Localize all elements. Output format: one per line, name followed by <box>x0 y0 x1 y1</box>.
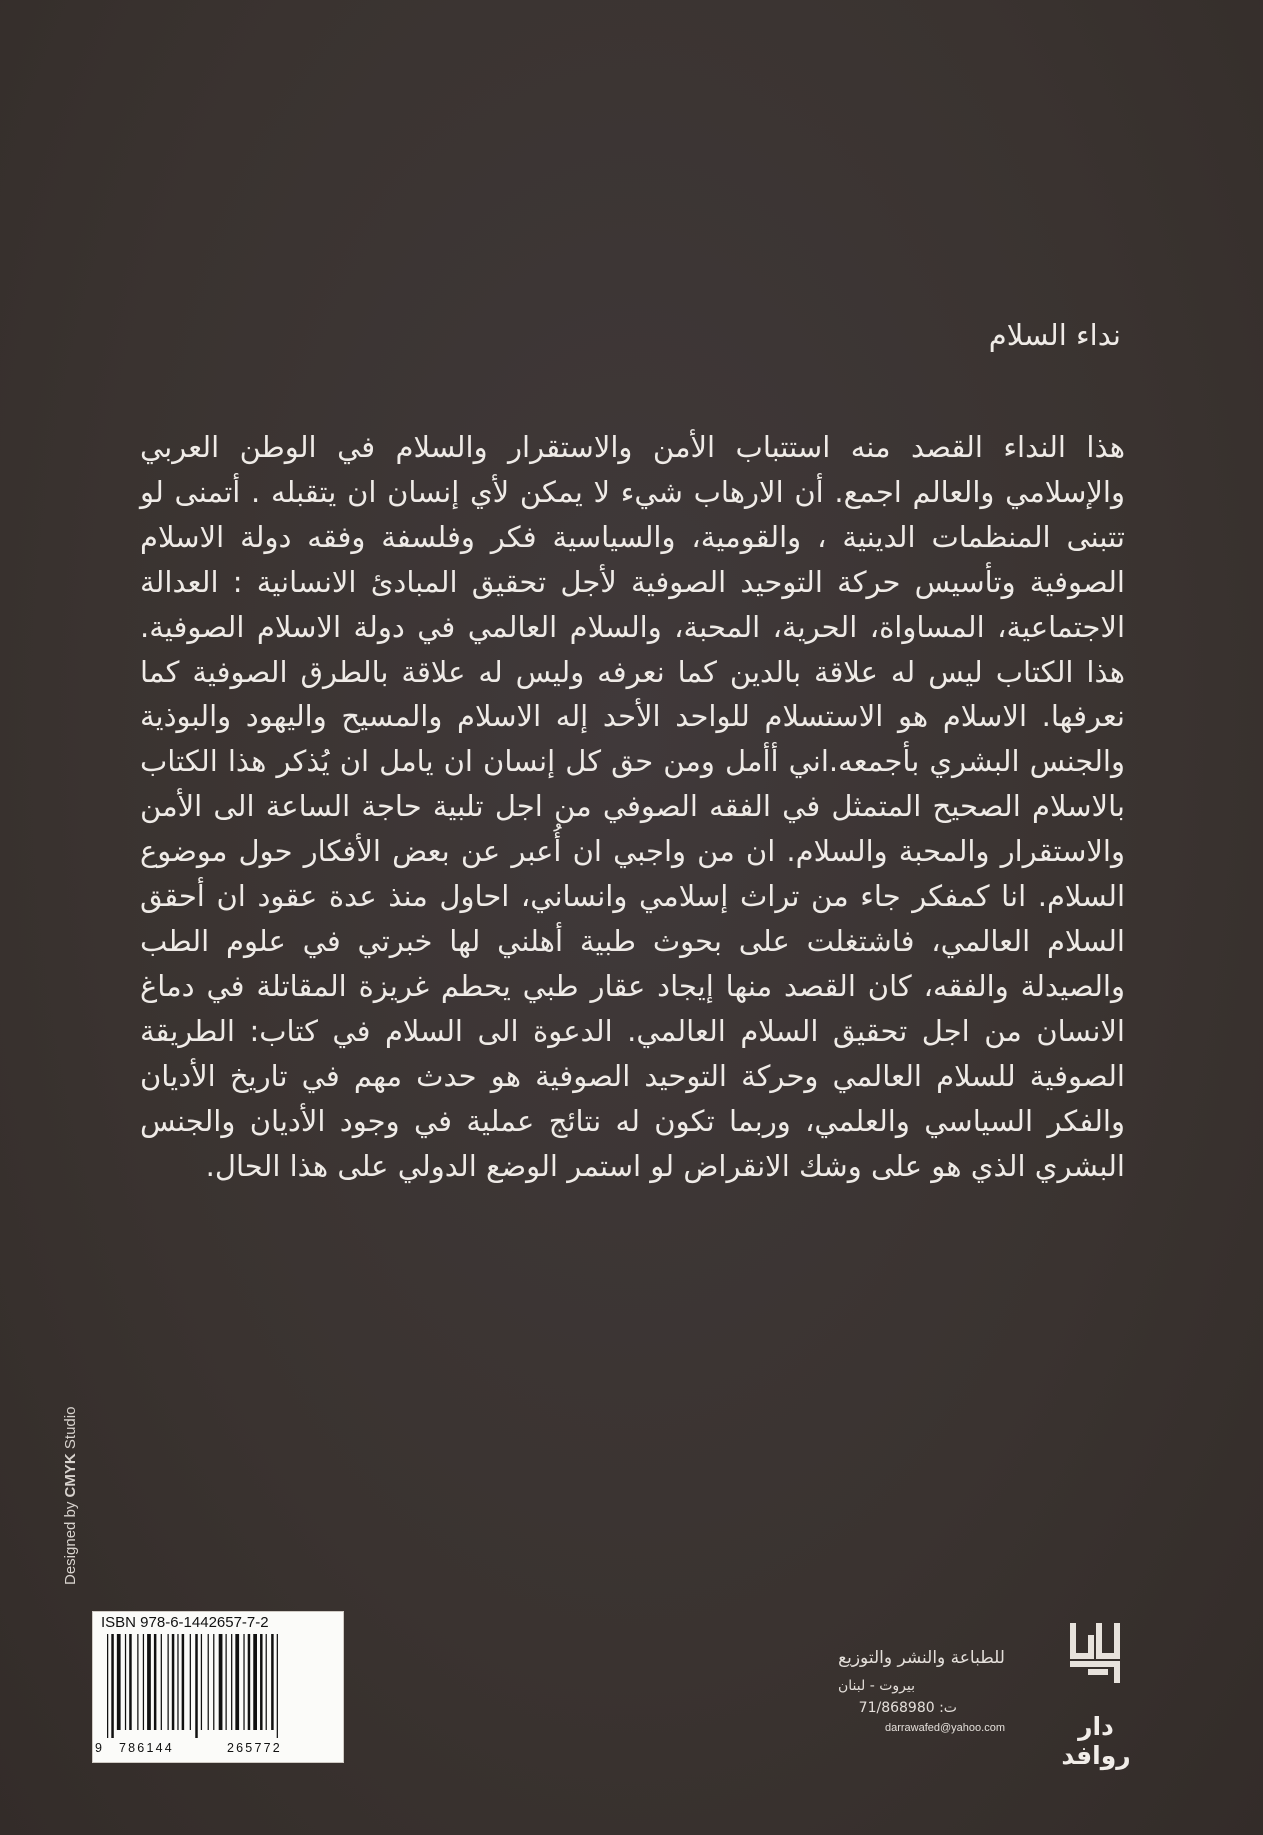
publisher-city: بيروت - لبنان <box>838 1678 915 1694</box>
barcode-bar <box>208 1634 209 1730</box>
barcode-bar <box>129 1634 132 1730</box>
barcode-bar <box>111 1634 114 1738</box>
barcode-bar <box>195 1634 198 1738</box>
barcode-bars <box>107 1634 333 1738</box>
barcode-digits-left: 786144 <box>119 1741 174 1755</box>
barcode-bar <box>182 1634 185 1730</box>
barcode-bar <box>277 1634 278 1738</box>
publisher-tagline: للطباعة والنشر والتوزيع <box>838 1648 1005 1668</box>
barcode-bar <box>248 1634 251 1730</box>
barcode-bar <box>260 1634 263 1730</box>
barcode-bar <box>253 1634 257 1730</box>
barcode-bar <box>190 1634 191 1730</box>
barcode-bar <box>266 1634 267 1730</box>
barcode-bar <box>125 1634 126 1730</box>
cover-title: نداء السلام <box>988 318 1121 352</box>
barcode-bar <box>137 1634 138 1730</box>
barcode-bar <box>226 1634 227 1730</box>
credit-brand: CMYK <box>62 1453 79 1498</box>
publisher-info <box>838 1648 1005 1734</box>
barcode-bar <box>117 1634 121 1730</box>
barcode-bar <box>177 1634 178 1730</box>
barcode-bar <box>147 1634 151 1730</box>
credit-suffix: Studio <box>62 1406 79 1450</box>
barcode-bar <box>219 1634 223 1730</box>
publisher-email: darrawafed@yahoo.com <box>884 1722 1005 1734</box>
publisher-phone: ت: 71/868980 <box>858 1700 957 1716</box>
barcode-bar <box>172 1634 175 1730</box>
blurb-text: هذا النداء القصد منه استتباب الأمن والاستقرار والسلام في الوطن العربي والإسلامي والعالم اجمع. أن الارهاب شيء لا يمكن لأي إنسان ان يتقبله . أتمنى لو تتبنى المنظمات الدينية ، والقومية، والسياسية فكر وفلسفة وفقه دولة الاسلام الصوفية وتأسيس حركة التوحيد الصوفية لأجل تحقيق المبادئ الانسانية : العدالة الاجتماعية، المساواة، الحرية، المحبة، والسلام العالمي في دولة الاسلام الصوفية. هذا الكتاب ليس له علاقة بالدين كما نعرفه وليس له علاقة بالطرق الصوفية كما نعرفها. الاسلام هو الاستسلام للواحد الأحد إله الاسلام والمسيح واليهود والبوذية والجنس البشري بأجمعه.اني أأمل ومن حق كل إنسان ان يامل ان يُذكر هذا الكتاب بالاسلام الصحيح المتمثل في الفقه الصوفي من اجل تلبية حاجة الساعة الى الأمن والاستقرار والمحبة والسلام. ان من واجبي ان أُعبر عن بعض الأفكار حول موضوع السلام. انا كمفكر جاء من تراث إسلامي وانساني، احاول منذ عدة عقود ان أحقق السلام العالمي، فاشتغلت على بحوث طبية أهلني لها خبرتي في علوم الطب والصيدلة والفقه، كان القصد منها إيجاد عقار طبي يحطم غريزة المقاتلة في دماغ الانسان من اجل تحقيق السلام العالمي. الدعوة الى السلام في كتاب: الطريقة الصوفية للسلام العالمي وحركة التوحيد الصوفية هو حدث مهم في تاريخ الأديان والفكر السياسي والعلمي، وربما تكون له نتائج عملية في وجود الأديان والجنس البشري الذي هو على وشك الانقراض لو استمر الوضع الدولي على هذا الحال. <box>140 430 1125 1183</box>
barcode-bar <box>213 1634 214 1730</box>
isbn-barcode <box>92 1611 344 1763</box>
barcode-bar <box>201 1634 202 1730</box>
barcode-bar <box>231 1634 232 1730</box>
barcode-digits-right: 265772 <box>227 1741 282 1755</box>
barcode-bar <box>271 1634 274 1730</box>
designer-credit <box>62 1407 79 1585</box>
credit-prefix: Designed by <box>62 1501 79 1585</box>
barcode-bar <box>107 1634 108 1738</box>
isbn-label: ISBN 978-6-1442657-7-2 <box>101 1614 269 1631</box>
publisher-name: دار روافد <box>1061 1712 1131 1770</box>
barcode-digit-first: 9 <box>95 1741 102 1755</box>
barcode-bar <box>168 1634 169 1730</box>
barcode-bar <box>143 1634 144 1730</box>
barcode-bar <box>235 1634 239 1730</box>
barcode-bar <box>243 1634 244 1730</box>
barcode-bar <box>154 1634 157 1730</box>
publisher-logo-icon <box>1067 1618 1123 1686</box>
barcode-bar <box>161 1634 162 1730</box>
